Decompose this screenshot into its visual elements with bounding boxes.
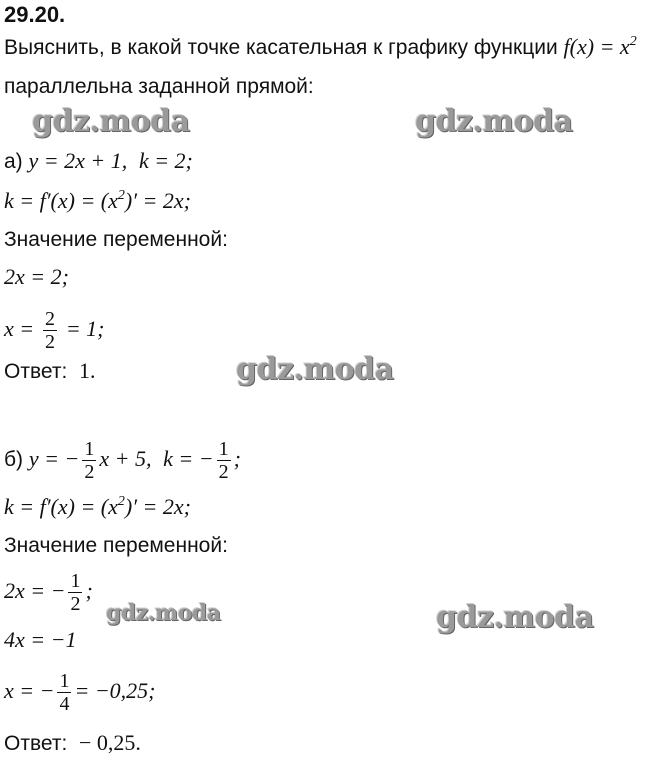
- part-b-line-fraction: $\frac{1}{2}$: [84, 437, 95, 483]
- part-a-variable-label: Значение переменной:: [4, 228, 228, 251]
- part-b-equation-1: 2x = − $\frac{1}{2}$ ;: [4, 569, 93, 615]
- answer-value: − 0,25.: [78, 730, 141, 755]
- statement-text: Выяснить, в какой точке касательная к графику функции: [4, 36, 558, 59]
- part-b-label: б): [4, 448, 24, 471]
- function-expression: $f(x) = x^2$: [563, 34, 637, 59]
- part-a-fraction: $\frac{2}{2}$: [44, 307, 55, 353]
- part-b-condition: б) y = − $\frac{1}{2}$ x + 5, k = − $\frac{1}{2}$ ;: [4, 437, 241, 483]
- watermark: gdz.moda: [436, 600, 594, 635]
- watermark: gdz.moda: [236, 352, 394, 387]
- part-a-line-equation: y = 2x + 1,: [28, 148, 128, 173]
- part-b-eq3-fraction: $\frac{1}{4}$: [59, 669, 70, 715]
- part-a-answer: [4, 358, 95, 385]
- watermark: gdz.moda: [415, 104, 573, 139]
- part-b-answer: [4, 730, 141, 757]
- part-b-equation-2: 4x = −1: [4, 627, 77, 652]
- part-a-derivative: $k = f'(x) = (x^2)' = 2x$;: [4, 188, 191, 213]
- part-b-derivative: $k = f'(x) = (x^2)' = 2x$;: [4, 494, 191, 519]
- part-a-condition: [4, 148, 193, 175]
- part-b-eq1-fraction: $\frac{1}{2}$: [70, 569, 81, 615]
- answer-label: Ответ:: [4, 360, 68, 383]
- problem-statement-line1: [4, 34, 637, 61]
- part-b-slope-fraction: $\frac{1}{2}$: [218, 437, 229, 483]
- part-b-equation-3: x = − $\frac{1}{4}$ = −0,25;: [4, 669, 156, 715]
- part-a-equation-2: x = $\frac{2}{2}$ = 1;: [4, 307, 105, 353]
- problem-number: 29.20.: [4, 2, 66, 27]
- part-a-slope: k = 2;: [138, 148, 193, 173]
- answer-label: Ответ:: [4, 732, 68, 755]
- part-a-equation-1: 2x = 2;: [4, 264, 69, 289]
- answer-value: 1.: [78, 358, 96, 383]
- watermark: gdz.moda: [32, 104, 190, 139]
- problem-statement-line2: параллельна заданной прямой:: [4, 75, 314, 98]
- part-b-variable-label: Значение переменной:: [4, 534, 228, 557]
- part-a-label: а): [4, 150, 23, 173]
- watermark: gdz.moda: [106, 600, 221, 626]
